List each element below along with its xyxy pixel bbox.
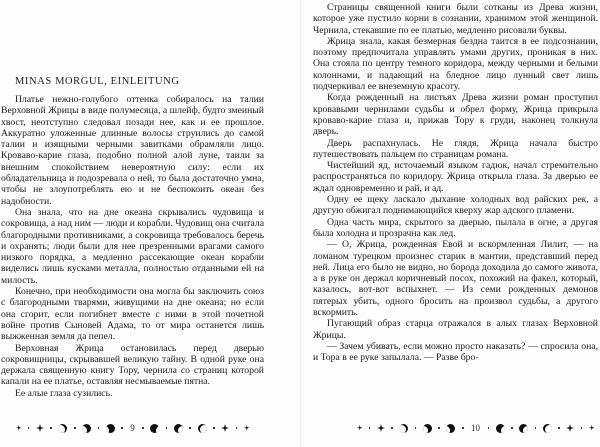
sparkle-star-icon [16,425,22,431]
moon-wax-thin-icon [399,424,408,433]
paragraph: Чистейший яд, источаемый языком гадюк, начал стремительно распространяться по коридору. Жрица открыла глаза. За дверью ее ждал одновременно и рай, и ад. [313,160,598,194]
dot-icon [462,427,464,429]
moon-wane-mid-icon [519,424,528,433]
moon-wane-thin-icon [543,424,552,433]
moon-wax-mid-icon [423,424,432,433]
dot-icon [535,427,537,429]
dot-icon [438,427,440,429]
paragraph: Верховная Жрица остановилась перед дверью сокровищницы, скрывавшей великую тайну. В одной руке она держала священную книгу Тору, чернила со страниц которой капали на ее платье, оставляя несмываемые пятна. [1,342,264,388]
dot-icon [28,427,30,429]
paragraph: Одна часть мира, скрытого за дверью, пылала в огне, а другая была холодна и прозрачна как лед. [313,216,598,239]
moon-wane-full-icon [150,424,159,433]
dot-icon [213,427,215,429]
dot-icon [511,427,513,429]
page-number: 9 [130,422,135,433]
dot-icon [189,427,191,429]
paragraph: Когда рожденный на листьях Древа жизни роман проступил кровавыми чернилами судьбы и обрел форму, Жрица прикрыла кроваво-карие глаза и, прижав Тору к груди, наконец толкнула дверь. [313,92,598,138]
page-left-text [1,94,264,399]
sparkle-star-icon [357,425,363,431]
paragraph: Она знала, что на дне океана скрывались чудовища и сокровища, а над ним — люди и корабли. Чудовищ она считала благородными противниками, а сокровища требовалось беречь и охранять; люди были для нее презренными врагами самого низкого порядка, а медленно рассекающие океан корабли виделись лишь кусками металла, полностью отданными ей на милость. [1,206,264,286]
sparkle-star-icon [589,425,595,431]
moon-wax-mid-icon [82,424,91,433]
paragraph: Страницы священной книги были сотканы из Древа жизни, которое уже пустило корни в сознании, хранимом этой женщиной. Чернила, стекавшие по ее платью, медленно рисовали буквы. [313,2,598,36]
dot-icon [50,427,52,429]
page-number: 10 [471,422,480,433]
sparkle-star-icon [377,424,385,432]
moon-wane-mid-icon [174,424,183,433]
dot-icon [98,427,100,429]
dot-icon [142,427,144,429]
page-right [313,0,598,447]
paragraph: Дверь распахнулась. Не глядя, Жрица начала быстро путешествовать пальцем по страницам романа. [313,137,598,160]
sparkle-star-icon [36,424,44,432]
page-left [1,0,264,447]
moon-wax-full-icon [446,424,455,433]
page-right-text [313,2,598,364]
dot-icon [581,427,583,429]
dot-icon [121,427,123,429]
paragraph: Одну ее щеку ласкало дыхание холодных вод райских рек, а другую обжигал поднимающийся кверху жар адского пламени. [313,194,598,217]
moon-wax-full-icon [106,424,115,433]
paragraph: Пугающий образ старца отражался в алых глазах Верховной Жрицы. [313,318,598,341]
paragraph: — Зачем убивать, если можно просто наказать? — спросила она, и Тора в ее руке запылала. — Разве бро- [313,340,598,364]
sparkle-star-icon [221,424,229,432]
dot-icon [415,427,417,429]
paragraph: Жрица знала, какая безмерная бездна таится в ее подсознании, поэтому предпочитала управлять умами других, проникая в них. Она стояла по центру темного коридора, между черными и белыми колоннами, и падающий на бледное лицо лунный свет лишь подчеркивал ее внеземную красоту. [313,35,598,93]
dot-icon [369,427,371,429]
page-gutter-divider [300,0,301,447]
dot-icon [236,427,238,429]
dot-icon [74,427,76,429]
paragraph: Ее алые глаза сузились. [15,387,113,399]
dot-icon [488,427,490,429]
dot-icon [391,427,393,429]
sparkle-star-icon [566,424,574,432]
dot-icon [166,427,168,429]
moon-wane-thin-icon [198,424,207,433]
sparkle-star-icon [244,425,250,431]
moon-wax-thin-icon [58,424,67,433]
page-left-footer-ornament [1,419,264,437]
page-right-footer-ornament [333,419,600,437]
paragraph: Конечно, при необходимости она могла бы заключить союз с благородными тварями, живущими на дне океана; но если она сгорит, если погибнет вместе с ними в этой почетной войне против Сыновей Адама, то от мира останется лишь выжженная земля да пепел. [1,286,264,343]
chapter-heading: MINAS MORGUL, EINLEITUNG [15,76,180,87]
paragraph: — О, Жрица, рожденная Евой и вскормленная Лилит, — на ломаном турецком произнес старик в мантии, представший перед ней. Лица его было не видно, но борода доходила до самого живота, а в руке он держал коричневый посох, похожий на факел, который, казалось, вот-вот вспыхнет. — Из семи рожденных демонов пятерых убить, одного бросить на произвол судьбы, а другого вскормить. [313,239,598,319]
paragraph: Платье нежно-голубого оттенка собиралось на талии Верховной Жрицы в виде полумесяца, а шлейф, будто змеиный хвост, неотступно следовал позади нее, как и ее прошлое. Аккуратно уложенные длинные волосы струились до самой талии и изящными черными завитками обрамляли лицо. Кроваво-карие глаза, подобно полной алой луне, таили за внешним спокойствием невероятную силу: если их обладательница и подозревала о ней, то была достаточно умна, чтобы не злоупотреблять ею и не беспокоить океан без надобности. [1,94,264,207]
dot-icon [558,427,560,429]
moon-wane-full-icon [496,424,505,433]
